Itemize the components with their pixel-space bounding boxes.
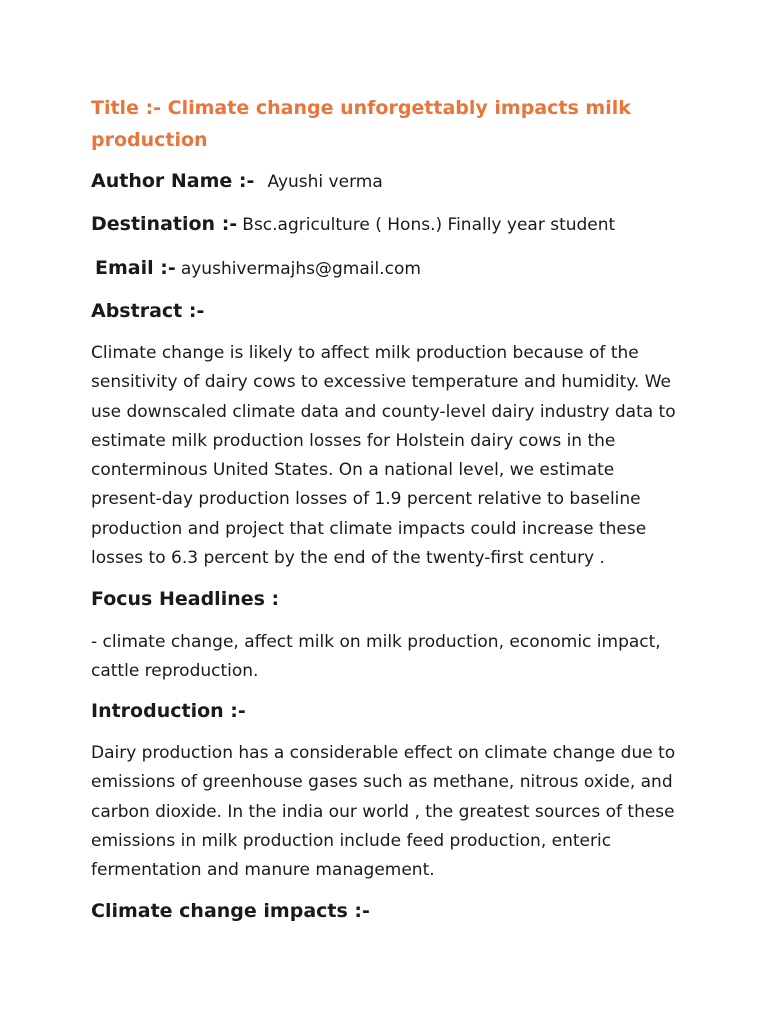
abstract-text: Climate change is likely to affect milk production because of the sensitivity of dairy cows to excessive temperature and humidity. We use downscaled climate data and county-level dairy industry data to estimate milk production losses for Holstein dairy cows in the conterminous United States. On a national level, we estimate present-day production losses of 1.9 percent relative to baseline production and project that climate impacts could increase these losses to 6.3 percent by the end of the twenty-first century .: [91, 343, 676, 569]
focus-text: - climate change, affect milk on milk production, economic impact, cattle reproduction.: [91, 632, 661, 682]
author-label: Author Name :-: [91, 170, 255, 192]
destination-field: [91, 213, 615, 235]
email-field: [95, 257, 421, 279]
email-value: ayushivermajhs@gmail.com: [180, 259, 421, 279]
focus-heading: Focus Headlines :: [91, 588, 280, 610]
destination-value: Bsc.agriculture ( Hons.) Finally year student: [242, 215, 616, 235]
author-field: [91, 170, 383, 192]
introduction-heading: Introduction :-: [91, 700, 246, 722]
abstract-heading: Abstract :-: [91, 300, 205, 322]
email-label: Email :-: [95, 257, 176, 279]
destination-label: Destination :-: [91, 213, 238, 235]
introduction-text: Dairy production has a considerable effect on climate change due to emissions of greenhouse gases such as methane, nitrous oxide, and carbon dioxide. In the india our world , the greatest sources of these emissions in milk production include feed production, enteric fermentation and manure management.: [91, 743, 676, 881]
author-value: Ayushi verma: [267, 172, 383, 192]
document-title: Title :- Climate change unforgettably impacts milk production: [91, 97, 631, 151]
climate-impacts-heading: Climate change impacts :-: [91, 900, 370, 922]
